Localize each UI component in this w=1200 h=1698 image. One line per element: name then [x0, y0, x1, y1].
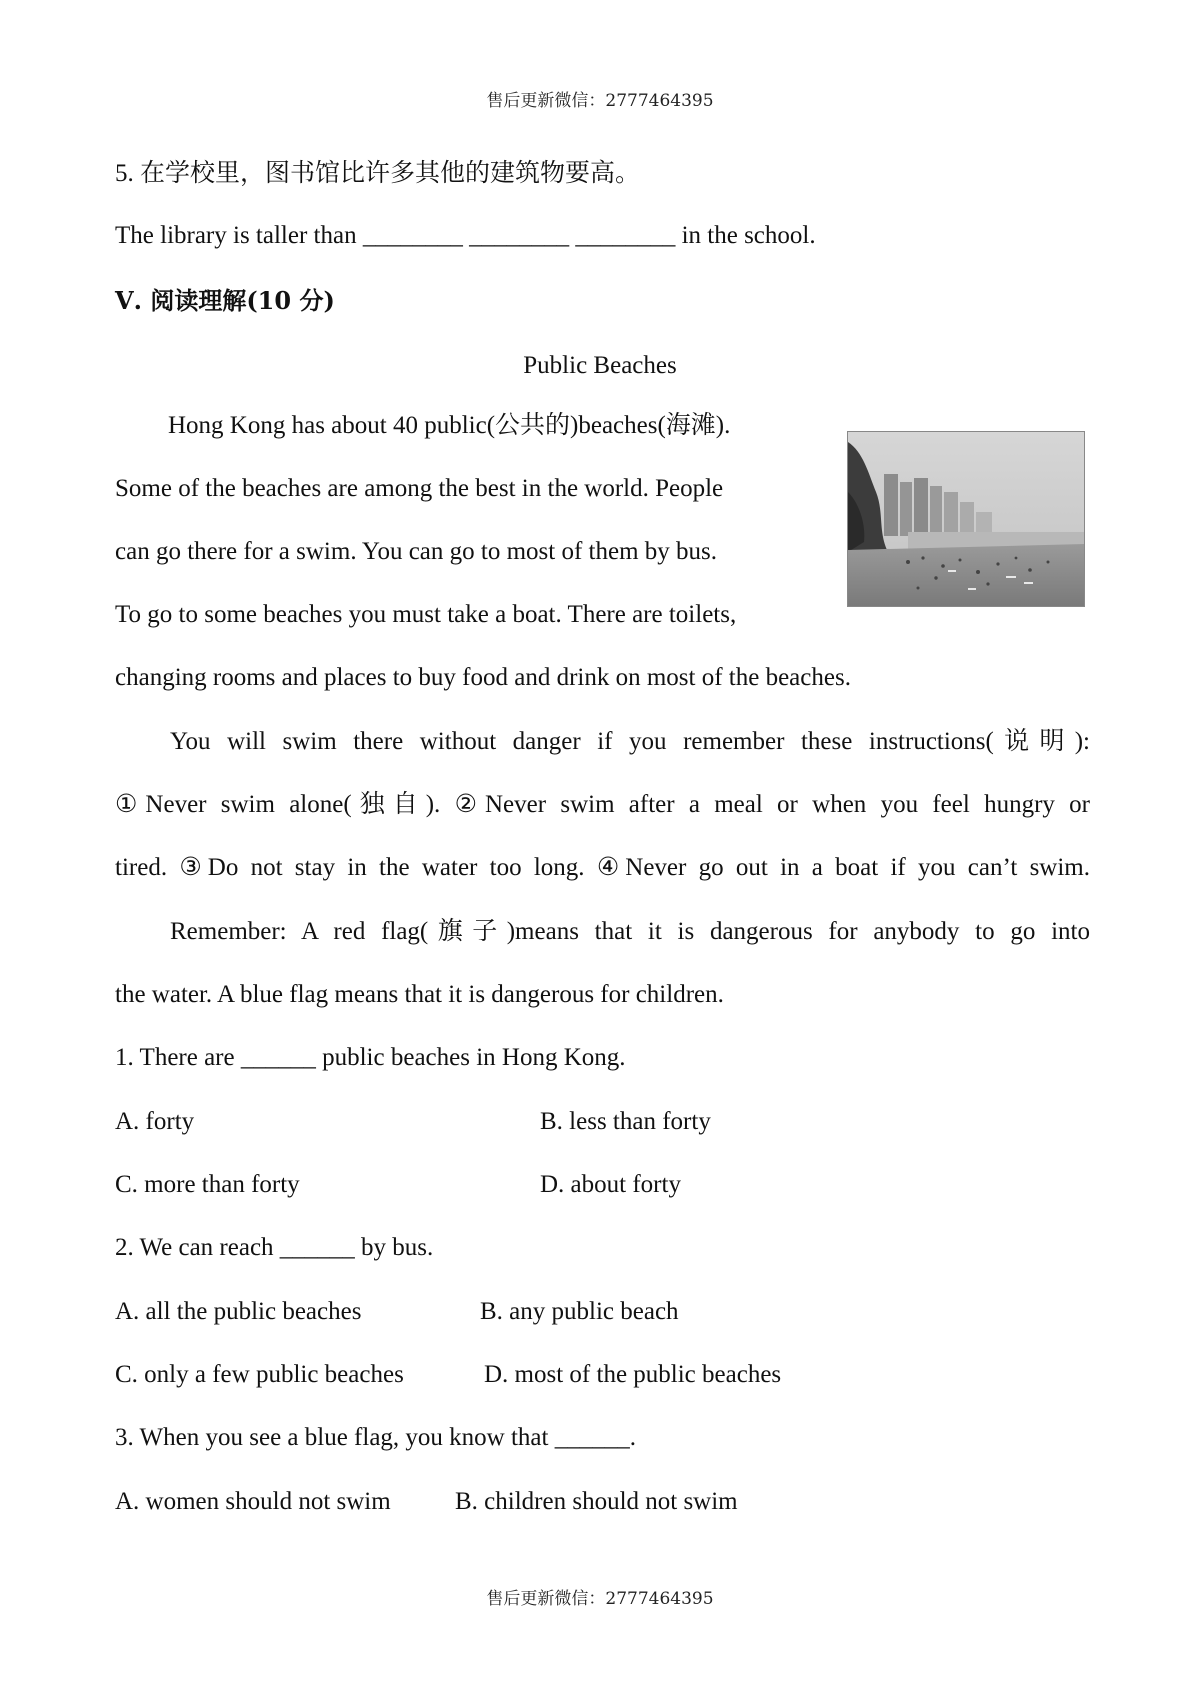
question-3-option-a: A. women should not swim	[115, 1488, 391, 1515]
passage-line-10: the water. A blue flag means that it is dangerous for children.	[115, 981, 724, 1008]
question-1-stem: 1. There are ______ public beaches in Hong Kong.	[115, 1044, 626, 1071]
passage-line-5: changing rooms and places to buy food and drink on most of the beaches.	[115, 664, 851, 691]
question-2-option-b: B. any public beach	[480, 1298, 679, 1325]
question-3-option-b: B. children should not swim	[455, 1488, 738, 1515]
passage-line-7: ①Never swim alone(独自). ②Never swim after a meal or when you feel hungry or	[115, 791, 1090, 818]
passage-line-8: tired. ③Do not stay in the water too long. ④Never go out in a boat if you can’t swim.	[115, 854, 1090, 881]
question-2-option-d: D. most of the public beaches	[484, 1361, 782, 1388]
question-1-option-d: D. about forty	[540, 1171, 681, 1198]
question-2-stem: 2. We can reach ______ by bus.	[115, 1234, 434, 1261]
question-1-option-a: A. forty	[115, 1108, 195, 1135]
beach-photo	[847, 431, 1085, 607]
passage-line-1: Hong Kong has about 40 public(公共的)beaches(海滩).	[168, 412, 731, 439]
question-1-option-c: C. more than forty	[115, 1171, 300, 1198]
passage-line-6: You will swim there without danger if you remember these instructions(说明):	[170, 728, 1090, 755]
question-2-option-c: C. only a few public beaches	[115, 1361, 404, 1388]
question-2-option-a: A. all the public beaches	[115, 1298, 362, 1325]
page-footer-watermark: 售后更新微信：2777464395	[486, 1589, 714, 1609]
passage-line-4: To go to some beaches you must take a boat. There are toilets,	[115, 601, 737, 628]
passage-line-9: Remember: A red flag(旗子)means that it is dangerous for anybody to go into	[170, 918, 1090, 945]
passage-line-2: Some of the beaches are among the best in the world. People	[115, 475, 724, 502]
q5-chinese-prompt: 5. 在学校里，图书馆比许多其他的建筑物要高。	[115, 160, 641, 187]
passage-title: Public Beaches	[523, 352, 677, 379]
passage-line-3: can go there for a swim. You can go to most of them by bus.	[115, 538, 718, 565]
question-3-stem: 3. When you see a blue flag, you know that ______.	[115, 1424, 636, 1451]
page-header-watermark: 售后更新微信：2777464395	[486, 91, 714, 111]
q5-english-sentence: The library is taller than ________ ________ ________ in the school.	[115, 222, 816, 249]
section-heading-reading: Ⅴ. 阅读理解(10 分)	[115, 286, 335, 315]
question-1-option-b: B. less than forty	[540, 1108, 711, 1135]
